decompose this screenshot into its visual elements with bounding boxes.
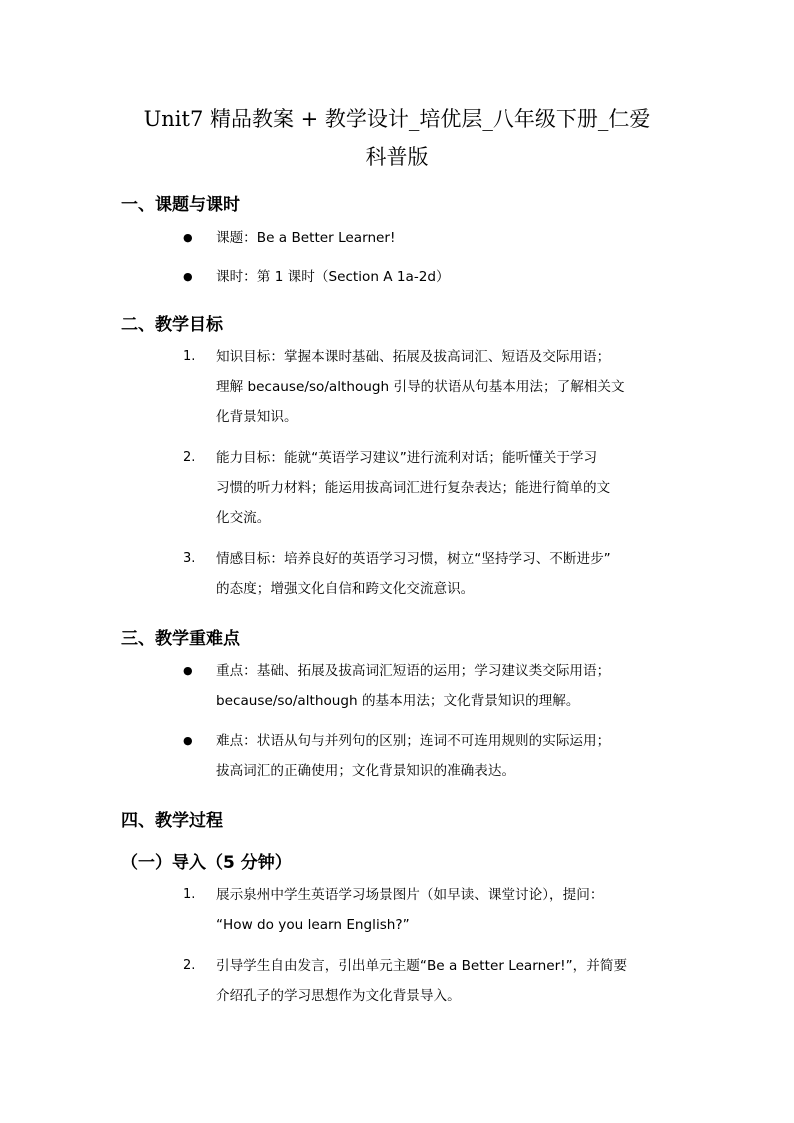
list-line: 习惯的听力材料；能运用拔高词汇进行复杂表达；能进行简单的文 [216, 480, 611, 496]
list-line: 知识目标：掌握本课时基础、拓展及拔高词汇、短语及交际用语； [216, 349, 611, 365]
list-line: because/so/although 的基本用法；文化背景知识的理解。 [216, 693, 580, 709]
list-item [183, 443, 686, 533]
list-line: 重点：基础、拓展及拔高词汇短语的运用；学习建议类交际用语； [216, 663, 611, 679]
list-item-text: 课题：Be a Better Learner! [216, 230, 396, 246]
list-line: 理解 because/so/although 引导的状语从句基本用法；了解相关文 [216, 379, 625, 395]
list-line: 引导学生自由发言，引出单元主题“Be a Better Learner!”，并简要 [216, 958, 628, 974]
list-item [183, 951, 686, 1011]
item-number: 3. [183, 551, 196, 566]
section-heading-process: 四、教学过程 [121, 811, 223, 831]
bullet-icon: ● [183, 664, 193, 677]
list-line: 难点：状语从句与并列句的区别；连词不可连用规则的实际运用； [216, 733, 611, 749]
list-item [183, 656, 686, 716]
list-line: 拔高词汇的正确使用；文化背景知识的准确表达。 [216, 763, 516, 779]
item-number: 1. [183, 887, 196, 902]
list-item-text: 课时：第 1 课时（Section A 1a-2d） [216, 269, 450, 285]
list-item [183, 726, 686, 786]
item-number: 1. [183, 349, 196, 364]
list-item [183, 544, 686, 604]
section-heading-objectives: 二、教学目标 [121, 315, 223, 335]
list-line: 展示泉州中学生英语学习场景图片（如早读、课堂讨论），提问： [216, 887, 604, 903]
document-title [100, 100, 694, 176]
list-item [183, 262, 686, 292]
list-item [183, 880, 686, 940]
title-line-1: Unit7 精品教案 + 教学设计_培优层_八年级下册_仁爱 [143, 107, 651, 131]
list-line: 的态度；增强文化自信和跨文化交流意识。 [216, 581, 475, 597]
item-number: 2. [183, 958, 196, 973]
bullet-icon: ● [183, 734, 193, 747]
list-item [183, 342, 686, 432]
list-line: 化背景知识。 [216, 409, 298, 425]
list-line: “How do you learn English?” [216, 917, 410, 933]
bullet-icon: ● [183, 270, 193, 283]
list-line: 情感目标：培养良好的英语学习习惯，树立“坚持学习、不断进步” [216, 551, 611, 567]
list-line: 介绍孔子的学习思想作为文化背景导入。 [216, 988, 461, 1004]
section-heading-key-points: 三、教学重难点 [121, 629, 240, 649]
bullet-icon: ● [183, 231, 193, 244]
title-line-2: 科普版 [365, 145, 429, 169]
section-heading-topic: 一、课题与课时 [121, 195, 240, 215]
list-item [183, 223, 686, 253]
subsection-heading-intro: （一）导入（5 分钟） [121, 853, 292, 873]
item-number: 2. [183, 450, 196, 465]
list-line: 化交流。 [216, 510, 271, 526]
list-line: 能力目标：能就“英语学习建议”进行流利对话；能听懂关于学习 [216, 450, 598, 466]
